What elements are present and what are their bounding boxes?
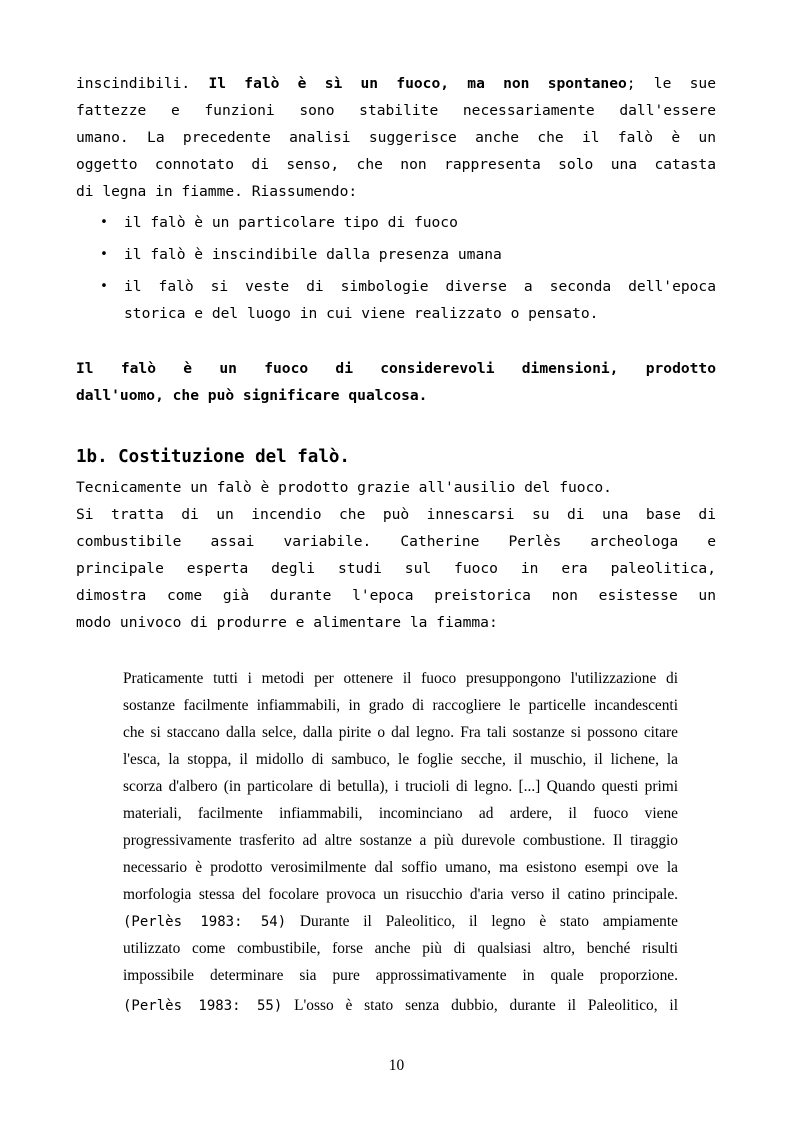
definition-line-1: Il falò è un fuoco di considerevoli dimensioni, prodotto: [76, 360, 716, 377]
citation: (Perlès 1983: 55): [123, 998, 283, 1014]
intro-text: inscindibili.: [76, 75, 209, 92]
section-line-3: combustibile assai variabile. Catherine Perlès archeologa e: [76, 533, 716, 550]
quote-line-8: necessario è prodotto verosimilmente dal soffio umano, ma esistono esempi ove la: [123, 859, 678, 876]
intro-line-5: di legna in fiamme. Riassumendo:: [76, 183, 358, 200]
bullet-icon: •: [100, 247, 108, 262]
intro-bold-phrase: Il falò è sì un fuoco, ma non spontaneo: [208, 75, 627, 92]
section-line-2: Si tratta di un incendio che può innescarsi su di una base di: [76, 506, 716, 523]
bullet-item-3-line-2: storica e del luogo in cui viene realizzato o pensato.: [124, 305, 599, 322]
bullet-item-3-line-1: il falò si veste di simbologie diverse a seconda dell'epoca: [124, 278, 716, 295]
quote-line-7: progressivamente trasferito ad altre sostanze a più durevole combustione. Il tiraggio: [123, 832, 678, 849]
citation: (Perlès 1983: 54): [123, 914, 287, 930]
section-line-5: dimostra come già durante l'epoca preistorica non esistesse un: [76, 587, 716, 604]
section-line-6: modo univoco di produrre e alimentare la fiamma:: [76, 614, 498, 631]
quote-line-2: sostanze facilmente infiammabili, in grado di raccogliere le particelle incandescenti: [123, 697, 678, 714]
intro-line-1: [76, 70, 716, 97]
quote-line-10: [123, 908, 678, 935]
quote-line-1: Praticamente tutti i metodi per ottenere il fuoco presuppongono l'utilizzazione di: [123, 670, 678, 687]
section-heading: 1b. Costituzione del falò.: [76, 447, 350, 467]
quote-line-5: scorza d'albero (in particolare di betulla), i trucioli di legno. [...] Quando questi primi: [123, 778, 678, 795]
quote-line-9: morfologia stessa del focolare provoca un risucchio d'aria verso il catino principale.: [123, 886, 678, 903]
quote-line-3: che si staccano dalla selce, dalla pirite o dal legno. Fra tali sostanze si possono citare: [123, 724, 678, 741]
quote-text: Durante il Paleolitico, il legno è stato ampiamente: [299, 913, 678, 930]
bullet-item-1: il falò è un particolare tipo di fuoco: [124, 214, 458, 231]
quote-line-6: materiali, facilmente infiammabili, incominciano ad ardere, il fuoco viene: [123, 805, 678, 822]
page-number: 10: [388, 1057, 405, 1074]
bullet-icon: •: [100, 279, 108, 294]
bullet-item-2: il falò è inscindibile dalla presenza umana: [124, 246, 502, 263]
quote-line-12: impossibile determinare sia pure approssimativamente in quale proporzione.: [123, 967, 678, 984]
quote-line-11: utilizzato come combustibile, forse anche più di qualsiasi altro, benché risulti: [123, 940, 678, 957]
quote-line-4: l'esca, la stoppa, il midollo di sambuco, le foglie secche, il muschio, il lichene, la: [123, 751, 678, 768]
quote-line-13: [123, 992, 678, 1019]
section-line-4: principale esperta degli studi sul fuoco in era paleolitica,: [76, 560, 716, 577]
quote-text: L'osso è stato senza dubbio, durante il Paleolitico, il: [294, 997, 678, 1014]
definition-line-2: dall'uomo, che può significare qualcosa.: [76, 387, 428, 404]
intro-text-tail: ; le sue: [626, 75, 716, 92]
intro-line-2: fattezze e funzioni sono stabilite necessariamente dall'essere: [76, 102, 716, 119]
bullet-icon: •: [100, 215, 108, 230]
intro-line-4: oggetto connotato di senso, che non rappresenta solo una catasta: [76, 156, 716, 173]
intro-line-3: umano. La precedente analisi suggerisce anche che il falò è un: [76, 129, 716, 146]
section-line-1: Tecnicamente un falò è prodotto grazie all'ausilio del fuoco.: [76, 479, 612, 496]
